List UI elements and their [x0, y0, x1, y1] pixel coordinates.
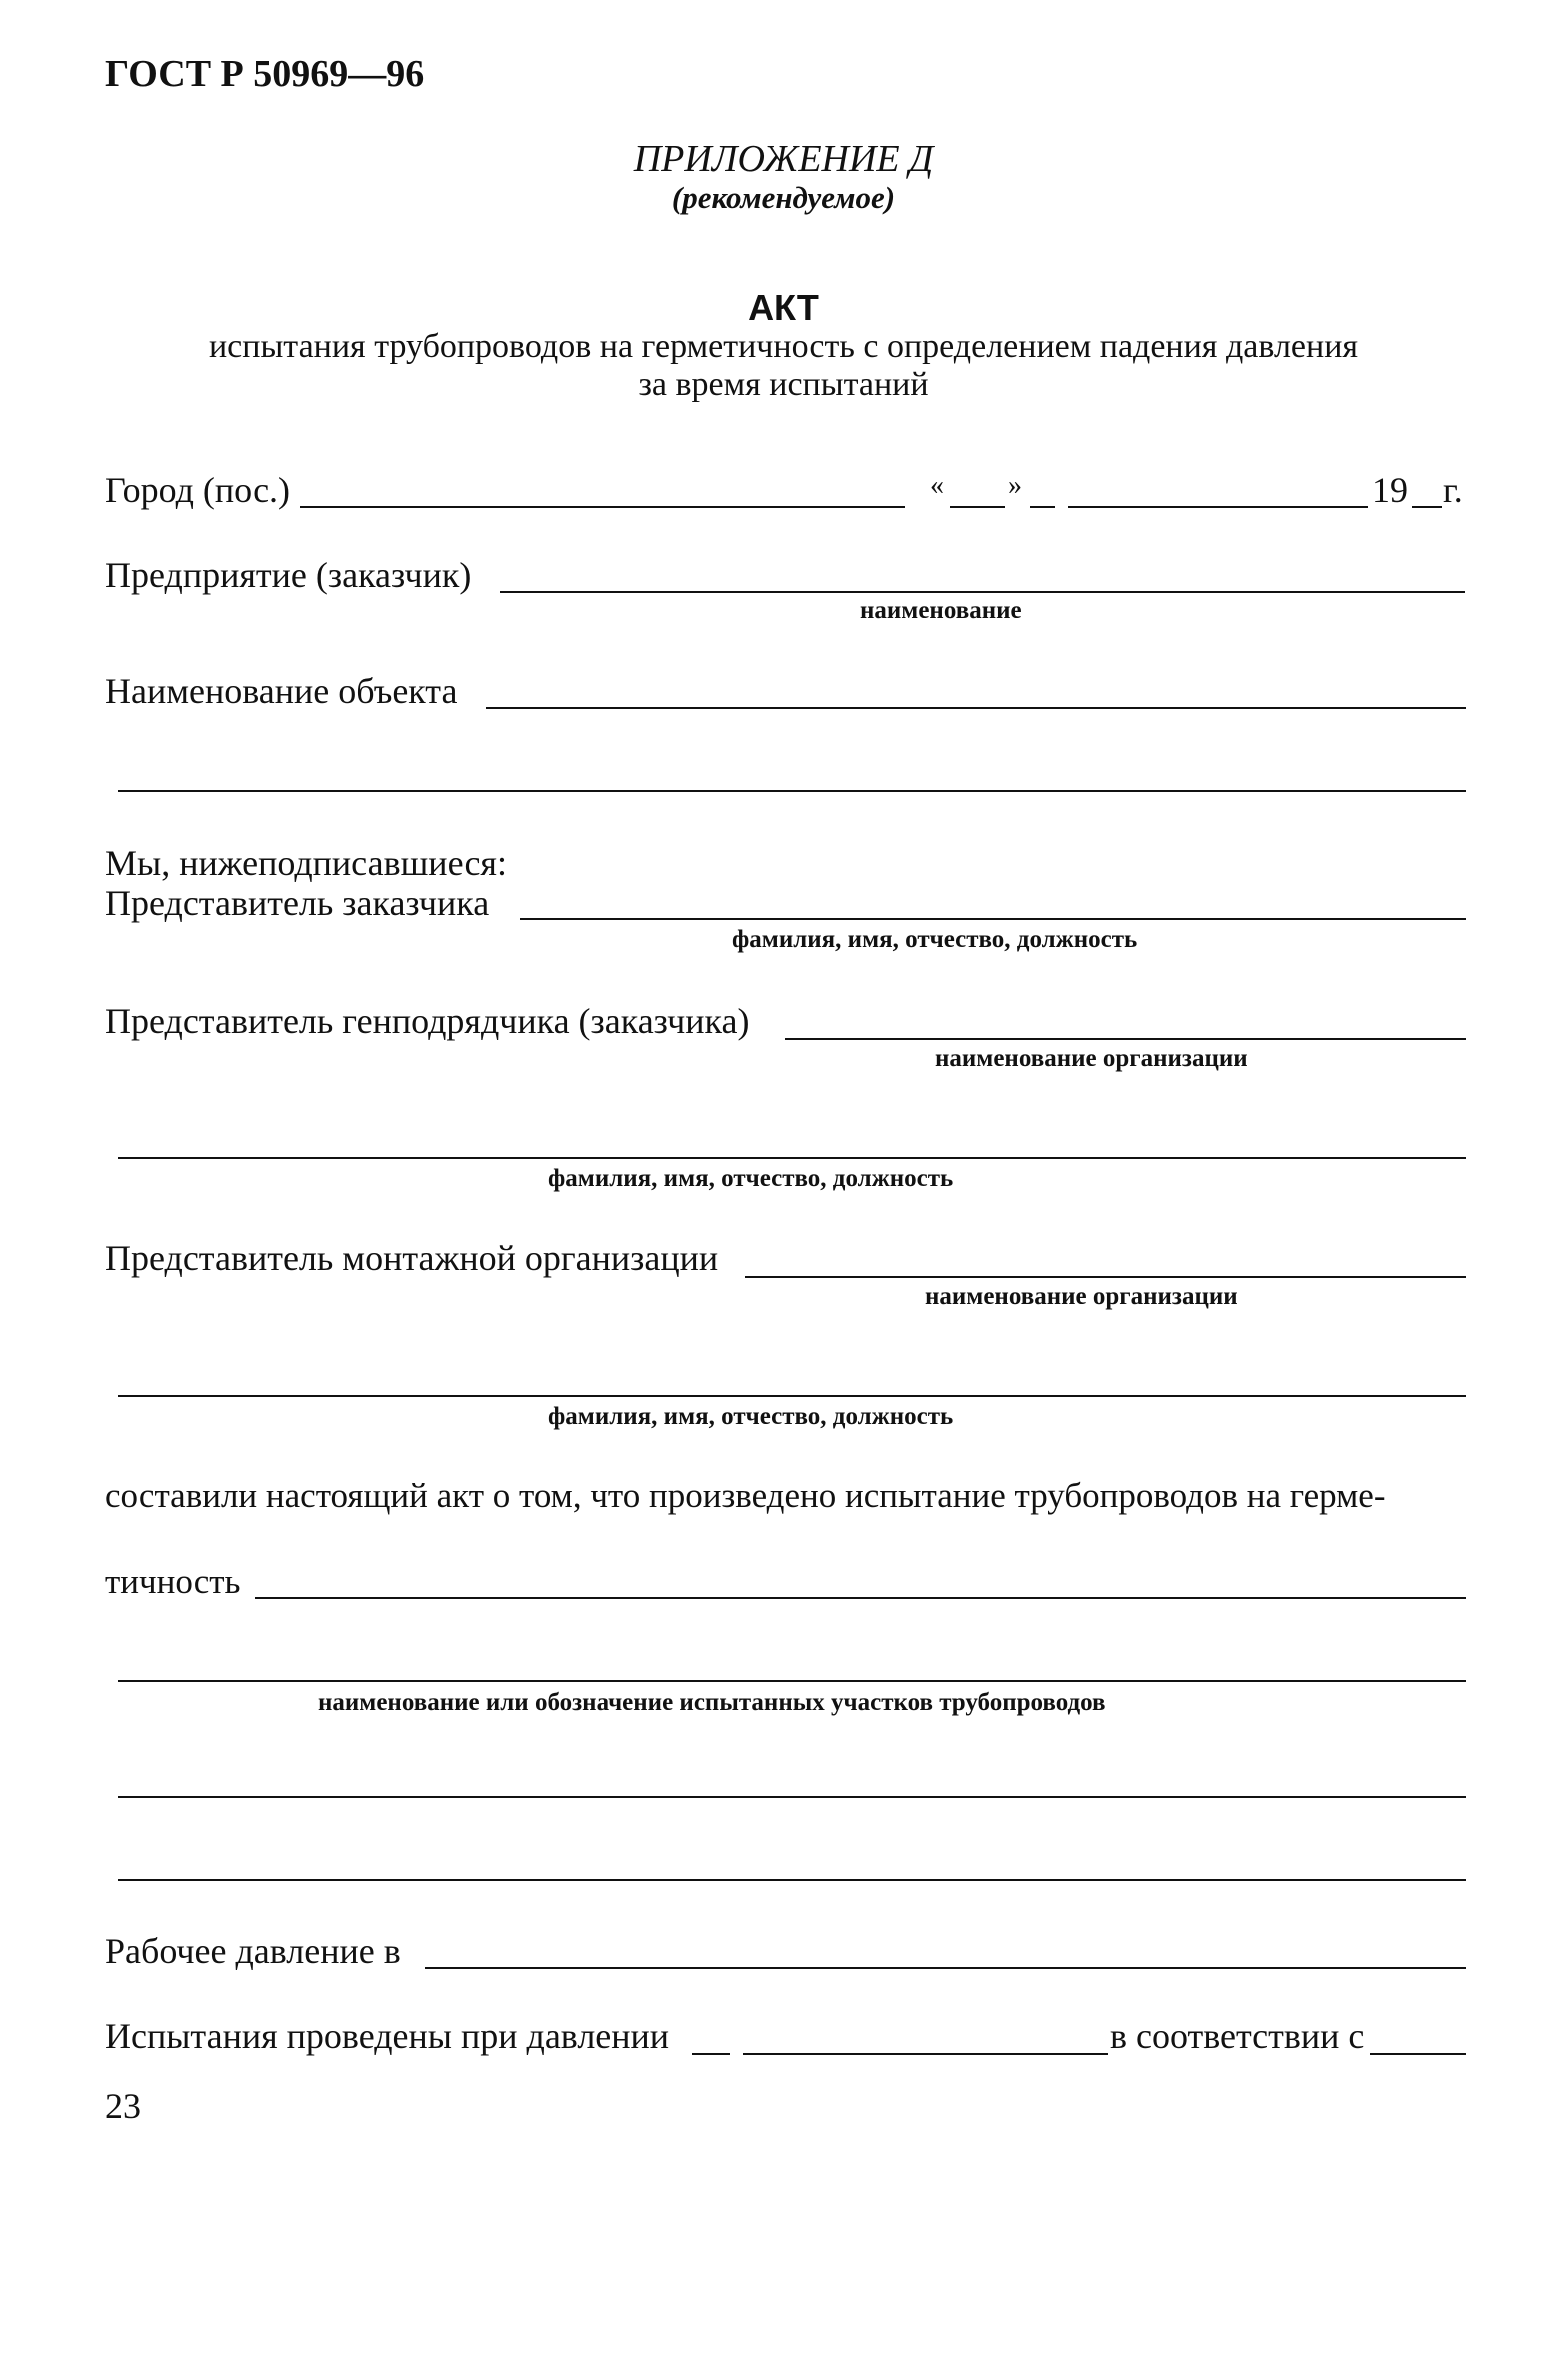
working-pressure-field[interactable]: [425, 1967, 1466, 1969]
sections-field-2[interactable]: [118, 1796, 1466, 1798]
date-spacer-line: [1030, 506, 1055, 508]
gencontractor-org-field[interactable]: [785, 1038, 1466, 1040]
standard-number: ГОСТ Р 50969—96: [105, 53, 425, 95]
date-day-field[interactable]: [950, 506, 1005, 508]
test-pressure-unit-field[interactable]: [692, 2053, 730, 2055]
year-suffix: г.: [1443, 470, 1463, 510]
page-number: 23: [105, 2086, 141, 2126]
customer-rep-field[interactable]: [520, 918, 1466, 920]
installer-caption: наименование организации: [925, 1283, 1238, 1310]
sections-field[interactable]: [118, 1680, 1466, 1682]
sections-field-3[interactable]: [118, 1879, 1466, 1881]
date-month-field[interactable]: [1068, 506, 1368, 508]
act-subtitle-line1: испытания трубопроводов на герметичность с определением падения давления: [208, 328, 1359, 365]
working-pressure-label: Рабочее давление в: [105, 1931, 401, 1971]
date-quote-open: «: [930, 470, 944, 501]
installer-person-field[interactable]: [118, 1395, 1466, 1397]
object-field[interactable]: [486, 707, 1466, 709]
enterprise-field[interactable]: [500, 591, 1465, 593]
gencontractor-caption: наименование организации: [935, 1045, 1248, 1072]
city-field[interactable]: [300, 506, 905, 508]
enterprise-label: Предприятие (заказчик): [105, 555, 472, 595]
gencontractor-label: Представитель генподрядчика (заказчика): [105, 1001, 750, 1041]
customer-rep-caption: фамилия, имя, отчество, должность: [732, 926, 1138, 953]
act-title: АКТ: [748, 287, 819, 328]
enterprise-caption: наименование: [860, 597, 1022, 624]
installer-label: Представитель монтажной организации: [105, 1238, 719, 1278]
tightness-field[interactable]: [255, 1597, 1466, 1599]
year-field[interactable]: [1412, 506, 1442, 508]
customer-rep-label: Представитель заказчика: [105, 883, 490, 923]
statement-line2: тичность: [105, 1562, 241, 1601]
city-label: Город (пос.): [105, 470, 291, 510]
sections-caption: наименование или обозначение испытанных участков трубопроводов: [318, 1689, 1106, 1716]
statement-line1: составили настоящий акт о том, что произведено испытание трубопроводов на герме-: [105, 1476, 1386, 1515]
year-prefix: 19: [1372, 470, 1408, 510]
installer-org-field[interactable]: [745, 1276, 1466, 1278]
accordance-field[interactable]: [1370, 2053, 1466, 2055]
gencontractor-person-caption: фамилия, имя, отчество, должность: [548, 1165, 954, 1192]
appendix-title: ПРИЛОЖЕНИЕ Д: [633, 138, 934, 180]
test-pressure-label: Испытания проведены при давлении: [105, 2016, 670, 2056]
undersigned-heading: Мы, нижеподписавшиеся:: [105, 843, 507, 883]
date-quote-close: »: [1008, 470, 1022, 501]
test-pressure-field[interactable]: [743, 2053, 1108, 2055]
act-subtitle-line2: за время испытаний: [638, 366, 929, 403]
gencontractor-person-field[interactable]: [118, 1157, 1466, 1159]
accordance-label: в соответствии с: [1110, 2016, 1365, 2056]
object-field-continued[interactable]: [118, 790, 1466, 792]
installer-person-caption: фамилия, имя, отчество, должность: [548, 1403, 954, 1430]
appendix-subtitle: (рекомендуемое): [671, 180, 896, 215]
object-label: Наименование объекта: [105, 671, 458, 711]
